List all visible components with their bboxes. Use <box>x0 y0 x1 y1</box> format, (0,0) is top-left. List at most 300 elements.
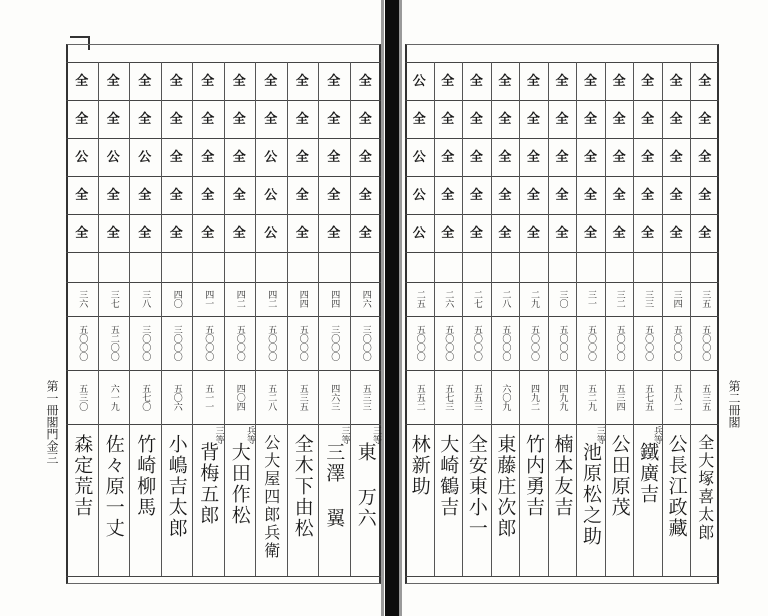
number-entry: 五〇〇〇 <box>671 325 682 361</box>
number-entry: 五〇〇〇 <box>643 325 654 361</box>
number-cell <box>66 316 98 370</box>
register-column <box>318 44 350 584</box>
status-mark: 全 <box>327 111 341 127</box>
status-mark: 全 <box>106 225 120 241</box>
status-mark: 全 <box>138 73 152 89</box>
number-cell <box>576 370 605 424</box>
number-cell <box>318 282 350 316</box>
number-entry: 三七 <box>108 290 119 308</box>
person-name: 森定荒吉 <box>71 434 94 518</box>
number-cell <box>350 282 382 316</box>
status-mark: 全 <box>469 111 483 127</box>
number-entry: 五一一 <box>203 383 214 411</box>
number-entry: 四六三 <box>329 383 340 411</box>
number-entry: 二五 <box>414 290 425 308</box>
status-mark: 全 <box>612 149 626 165</box>
status-mark: 公 <box>264 187 278 203</box>
status-mark: 全 <box>555 225 569 241</box>
register-column <box>434 44 463 584</box>
number-entry: 四九九 <box>557 383 568 411</box>
status-mark: 全 <box>641 187 655 203</box>
status-mark: 全 <box>669 111 683 127</box>
register-column <box>66 44 98 584</box>
status-mark: 全 <box>526 149 540 165</box>
rank-tag: 三等 <box>213 426 224 444</box>
person-name: 東藤庄次郎 <box>494 434 517 539</box>
number-entry: 五二九 <box>586 383 597 411</box>
status-mark: 全 <box>669 187 683 203</box>
number-entry: 二六 <box>443 290 454 308</box>
status-mark: 全 <box>526 73 540 89</box>
register-column <box>161 44 193 584</box>
register-column <box>576 44 605 584</box>
name-cell <box>405 424 434 580</box>
status-mark: 全 <box>669 73 683 89</box>
number-cell <box>192 370 224 424</box>
status-mark: 全 <box>169 225 183 241</box>
number-cell <box>548 316 577 370</box>
number-cell <box>605 316 634 370</box>
person-name: 小嶋吉太郎 <box>165 434 188 539</box>
number-entry: 三三 <box>643 290 654 308</box>
status-mark: 全 <box>555 149 569 165</box>
status-mark: 全 <box>138 111 152 127</box>
person-name: 大崎鶴吉 <box>437 434 460 518</box>
name-cell <box>66 424 98 580</box>
number-entry: 三一 <box>586 290 597 308</box>
status-mark: 公 <box>412 225 426 241</box>
status-mark: 全 <box>169 149 183 165</box>
number-entry: 五三四 <box>614 383 625 411</box>
status-mark: 全 <box>441 73 455 89</box>
name-cell <box>318 424 350 580</box>
name-cell <box>690 424 719 580</box>
number-cell <box>255 370 287 424</box>
name-cell <box>98 424 130 580</box>
number-cell <box>129 316 161 370</box>
status-mark: 全 <box>669 149 683 165</box>
number-entry: 五二八 <box>266 383 277 411</box>
number-entry: 五〇〇〇 <box>614 325 625 361</box>
number-entry: 四四 <box>329 290 340 308</box>
number-entry: 四〇四 <box>234 383 245 411</box>
status-mark: 全 <box>584 149 598 165</box>
number-entry: 五〇〇〇 <box>700 325 711 361</box>
number-cell <box>434 282 463 316</box>
number-cell <box>462 370 491 424</box>
person-name: 三澤 翼 <box>323 442 346 529</box>
status-mark: 全 <box>526 111 540 127</box>
number-cell <box>519 282 548 316</box>
status-mark: 公 <box>412 187 426 203</box>
number-cell <box>434 370 463 424</box>
number-cell <box>548 282 577 316</box>
status-mark: 全 <box>232 187 246 203</box>
status-mark: 全 <box>584 187 598 203</box>
number-entry: 六一九 <box>108 383 119 411</box>
register-column <box>462 44 491 584</box>
person-name: 大田作松 <box>228 442 251 526</box>
number-cell <box>690 316 719 370</box>
number-entry: 四四 <box>297 290 308 308</box>
name-cell <box>462 424 491 580</box>
number-cell <box>98 316 130 370</box>
register-column <box>287 44 319 584</box>
status-mark: 全 <box>641 149 655 165</box>
status-mark: 全 <box>327 149 341 165</box>
rank-tag: 三等 <box>371 426 381 444</box>
register-column <box>192 44 224 584</box>
right-margin-stamp: 第二冊閣 <box>727 380 741 428</box>
number-cell <box>161 282 193 316</box>
number-cell <box>633 370 662 424</box>
register-column <box>491 44 520 584</box>
number-cell <box>255 282 287 316</box>
status-mark: 全 <box>75 111 89 127</box>
number-entry: 五〇〇〇 <box>557 325 568 361</box>
number-cell <box>662 370 691 424</box>
name-cell <box>161 424 193 580</box>
number-cell <box>491 316 520 370</box>
register-column <box>605 44 634 584</box>
register-column <box>405 44 434 584</box>
status-mark: 全 <box>75 73 89 89</box>
number-cell <box>66 282 98 316</box>
status-mark: 全 <box>295 149 309 165</box>
number-entry: 五〇〇〇 <box>203 325 214 361</box>
status-mark: 全 <box>441 187 455 203</box>
number-entry: 四一 <box>203 290 214 308</box>
left-margin-stamp: 第一冊閣門金三 <box>45 380 59 464</box>
status-mark: 全 <box>295 73 309 89</box>
number-cell <box>605 370 634 424</box>
register-column <box>662 44 691 584</box>
status-mark: 全 <box>358 149 372 165</box>
status-mark: 公 <box>138 149 152 165</box>
number-entry: 五七五 <box>643 383 654 411</box>
number-cell <box>662 282 691 316</box>
number-entry: 三〇〇〇 <box>171 325 182 361</box>
number-cell <box>519 370 548 424</box>
status-mark: 全 <box>698 73 712 89</box>
number-cell <box>548 370 577 424</box>
rank-tag: 兵等 <box>245 426 255 444</box>
number-entry: 三六 <box>77 290 88 308</box>
number-entry: 二七 <box>471 290 482 308</box>
status-mark: 全 <box>698 187 712 203</box>
number-cell <box>491 370 520 424</box>
number-entry: 四九二 <box>528 383 539 411</box>
status-mark: 全 <box>641 111 655 127</box>
status-mark: 全 <box>169 187 183 203</box>
name-cell <box>224 424 256 580</box>
name-cell <box>548 424 577 580</box>
status-mark: 全 <box>138 187 152 203</box>
register-column <box>690 44 719 584</box>
number-cell <box>66 370 98 424</box>
register-column <box>548 44 577 584</box>
left-register-page <box>66 44 381 584</box>
status-mark: 全 <box>264 73 278 89</box>
number-cell <box>633 316 662 370</box>
number-entry: 六〇九 <box>500 383 511 411</box>
status-mark: 全 <box>295 225 309 241</box>
number-entry: 五〇〇〇 <box>266 325 277 361</box>
number-cell <box>161 316 193 370</box>
number-cell <box>405 370 434 424</box>
status-mark: 全 <box>498 111 512 127</box>
number-cell <box>224 370 256 424</box>
person-name: 全木下由松 <box>291 434 314 539</box>
status-mark: 全 <box>201 149 215 165</box>
number-cell <box>192 282 224 316</box>
book-gutter <box>385 0 399 616</box>
status-mark: 全 <box>498 225 512 241</box>
number-entry: 四〇 <box>171 290 182 308</box>
number-entry: 五二〇〇 <box>108 325 119 361</box>
name-cell <box>434 424 463 580</box>
status-mark: 全 <box>106 73 120 89</box>
status-mark: 全 <box>555 187 569 203</box>
number-cell <box>519 316 548 370</box>
status-mark: 全 <box>106 111 120 127</box>
number-cell <box>662 316 691 370</box>
person-name: 公大屋四郎兵衛 <box>261 434 281 560</box>
status-mark: 全 <box>584 225 598 241</box>
status-mark: 全 <box>698 225 712 241</box>
status-mark: 全 <box>698 149 712 165</box>
number-entry: 五三〇 <box>77 383 88 411</box>
number-cell <box>318 370 350 424</box>
status-mark: 全 <box>584 111 598 127</box>
person-name: 楠本友吉 <box>551 434 574 518</box>
status-mark: 公 <box>412 73 426 89</box>
number-entry: 五〇〇〇 <box>471 325 482 361</box>
number-entry: 四二 <box>266 290 277 308</box>
status-mark: 全 <box>358 111 372 127</box>
name-cell <box>350 424 382 580</box>
number-cell <box>633 282 662 316</box>
number-cell <box>605 282 634 316</box>
number-entry: 三八 <box>140 290 151 308</box>
number-cell <box>576 316 605 370</box>
person-name: 鐵廣吉 <box>637 442 660 505</box>
number-entry: 三二 <box>614 290 625 308</box>
status-mark: 全 <box>201 73 215 89</box>
name-cell <box>255 424 287 580</box>
status-mark: 全 <box>138 225 152 241</box>
number-cell <box>161 370 193 424</box>
status-mark: 全 <box>106 187 120 203</box>
number-entry: 三〇 <box>557 290 568 308</box>
rank-tag: 三等 <box>594 426 605 444</box>
person-name: 公長江政藏 <box>665 434 688 539</box>
number-entry: 四二 <box>234 290 245 308</box>
name-cell <box>633 424 662 580</box>
number-entry: 二八 <box>500 290 511 308</box>
number-entry: 二九 <box>528 290 539 308</box>
number-entry: 五五三 <box>471 383 482 411</box>
number-entry: 五三三 <box>360 383 371 411</box>
number-cell <box>224 316 256 370</box>
status-mark: 全 <box>295 187 309 203</box>
number-cell <box>576 282 605 316</box>
number-cell <box>318 316 350 370</box>
status-mark: 全 <box>641 225 655 241</box>
number-entry: 五〇〇〇 <box>443 325 454 361</box>
number-entry: 五〇六 <box>171 383 182 411</box>
person-name: 池原松之助 <box>580 442 603 547</box>
status-mark: 全 <box>641 73 655 89</box>
register-column <box>224 44 256 584</box>
number-cell <box>98 370 130 424</box>
status-mark: 全 <box>358 73 372 89</box>
number-entry: 三四 <box>671 290 682 308</box>
number-cell <box>434 316 463 370</box>
number-entry: 三〇〇〇 <box>360 325 371 361</box>
person-name: 全安東小一 <box>465 434 488 539</box>
rank-tag: 三等 <box>339 426 350 444</box>
person-name: 竹内勇吉 <box>522 434 545 518</box>
status-mark: 全 <box>75 187 89 203</box>
status-mark: 全 <box>295 111 309 127</box>
status-mark: 全 <box>612 225 626 241</box>
status-mark: 全 <box>526 187 540 203</box>
number-entry: 五〇〇〇 <box>586 325 597 361</box>
status-mark: 全 <box>469 225 483 241</box>
number-cell <box>192 316 224 370</box>
status-mark: 全 <box>232 149 246 165</box>
status-mark: 全 <box>169 111 183 127</box>
status-mark: 公 <box>106 149 120 165</box>
person-name: 林新助 <box>408 434 431 497</box>
number-entry: 五〇〇〇 <box>77 325 88 361</box>
right-register-page <box>405 44 719 584</box>
number-cell <box>287 282 319 316</box>
register-column <box>633 44 662 584</box>
register-column <box>350 44 382 584</box>
status-mark: 全 <box>555 73 569 89</box>
number-entry: 五〇〇〇 <box>528 325 539 361</box>
number-cell <box>690 282 719 316</box>
status-mark: 全 <box>232 73 246 89</box>
status-mark: 全 <box>469 149 483 165</box>
status-mark: 全 <box>526 225 540 241</box>
number-cell <box>129 370 161 424</box>
number-entry: 三〇〇〇 <box>329 325 340 361</box>
number-entry: 五七〇 <box>140 383 151 411</box>
name-cell <box>662 424 691 580</box>
number-cell <box>690 370 719 424</box>
register-column <box>255 44 287 584</box>
name-cell <box>519 424 548 580</box>
status-mark: 全 <box>75 225 89 241</box>
status-mark: 全 <box>698 111 712 127</box>
status-mark: 全 <box>469 73 483 89</box>
status-mark: 全 <box>498 73 512 89</box>
name-cell <box>605 424 634 580</box>
status-mark: 全 <box>498 149 512 165</box>
status-mark: 公 <box>412 149 426 165</box>
person-name: 竹崎柳馬 <box>134 434 157 518</box>
number-cell <box>287 316 319 370</box>
number-cell <box>287 370 319 424</box>
status-mark: 全 <box>612 187 626 203</box>
number-entry: 五三五 <box>297 383 308 411</box>
person-name: 公田原茂 <box>608 434 631 518</box>
number-entry: 三五 <box>700 290 711 308</box>
number-cell <box>255 316 287 370</box>
status-mark: 全 <box>169 73 183 89</box>
status-mark: 全 <box>612 111 626 127</box>
status-mark: 全 <box>469 187 483 203</box>
status-mark: 全 <box>358 225 372 241</box>
status-mark: 全 <box>358 187 372 203</box>
status-mark: 全 <box>441 225 455 241</box>
number-entry: 五五二 <box>414 383 425 411</box>
number-cell <box>462 282 491 316</box>
number-cell <box>491 282 520 316</box>
person-name: 佐々原一丈 <box>102 434 125 539</box>
number-entry: 三〇〇〇 <box>140 325 151 361</box>
status-mark: 全 <box>201 225 215 241</box>
number-cell <box>405 282 434 316</box>
name-cell <box>576 424 605 580</box>
left-page-edge <box>381 0 384 616</box>
status-mark: 全 <box>264 111 278 127</box>
number-cell <box>224 282 256 316</box>
status-mark: 全 <box>327 225 341 241</box>
status-mark: 全 <box>441 149 455 165</box>
person-name: 全大塚喜太郎 <box>695 434 715 542</box>
number-cell <box>350 316 382 370</box>
status-mark: 全 <box>327 187 341 203</box>
status-mark: 全 <box>232 225 246 241</box>
status-mark: 全 <box>612 73 626 89</box>
person-name: 背梅五郎 <box>197 442 220 526</box>
status-mark: 全 <box>669 225 683 241</box>
number-entry: 五〇〇〇 <box>234 325 245 361</box>
status-mark: 全 <box>201 187 215 203</box>
register-column <box>519 44 548 584</box>
status-mark: 公 <box>264 225 278 241</box>
number-entry: 五三五 <box>700 383 711 411</box>
register-column <box>98 44 130 584</box>
number-cell <box>405 316 434 370</box>
status-mark: 全 <box>555 111 569 127</box>
rank-tag: 兵等 <box>651 426 662 444</box>
number-entry: 五〇〇〇 <box>414 325 425 361</box>
status-mark: 全 <box>412 111 426 127</box>
number-entry: 四六 <box>360 290 371 308</box>
status-mark: 公 <box>264 149 278 165</box>
name-cell <box>287 424 319 580</box>
status-mark: 全 <box>498 187 512 203</box>
number-entry: 五八二 <box>671 383 682 411</box>
number-cell <box>350 370 382 424</box>
status-mark: 全 <box>584 73 598 89</box>
number-entry: 五〇〇〇 <box>500 325 511 361</box>
right-page-edge <box>399 0 402 616</box>
person-name: 東 万六 <box>354 442 377 529</box>
name-cell <box>192 424 224 580</box>
number-entry: 五七三 <box>443 383 454 411</box>
number-entry: 五〇〇〇 <box>297 325 308 361</box>
number-cell <box>98 282 130 316</box>
register-column <box>129 44 161 584</box>
number-cell <box>129 282 161 316</box>
status-mark: 全 <box>232 111 246 127</box>
